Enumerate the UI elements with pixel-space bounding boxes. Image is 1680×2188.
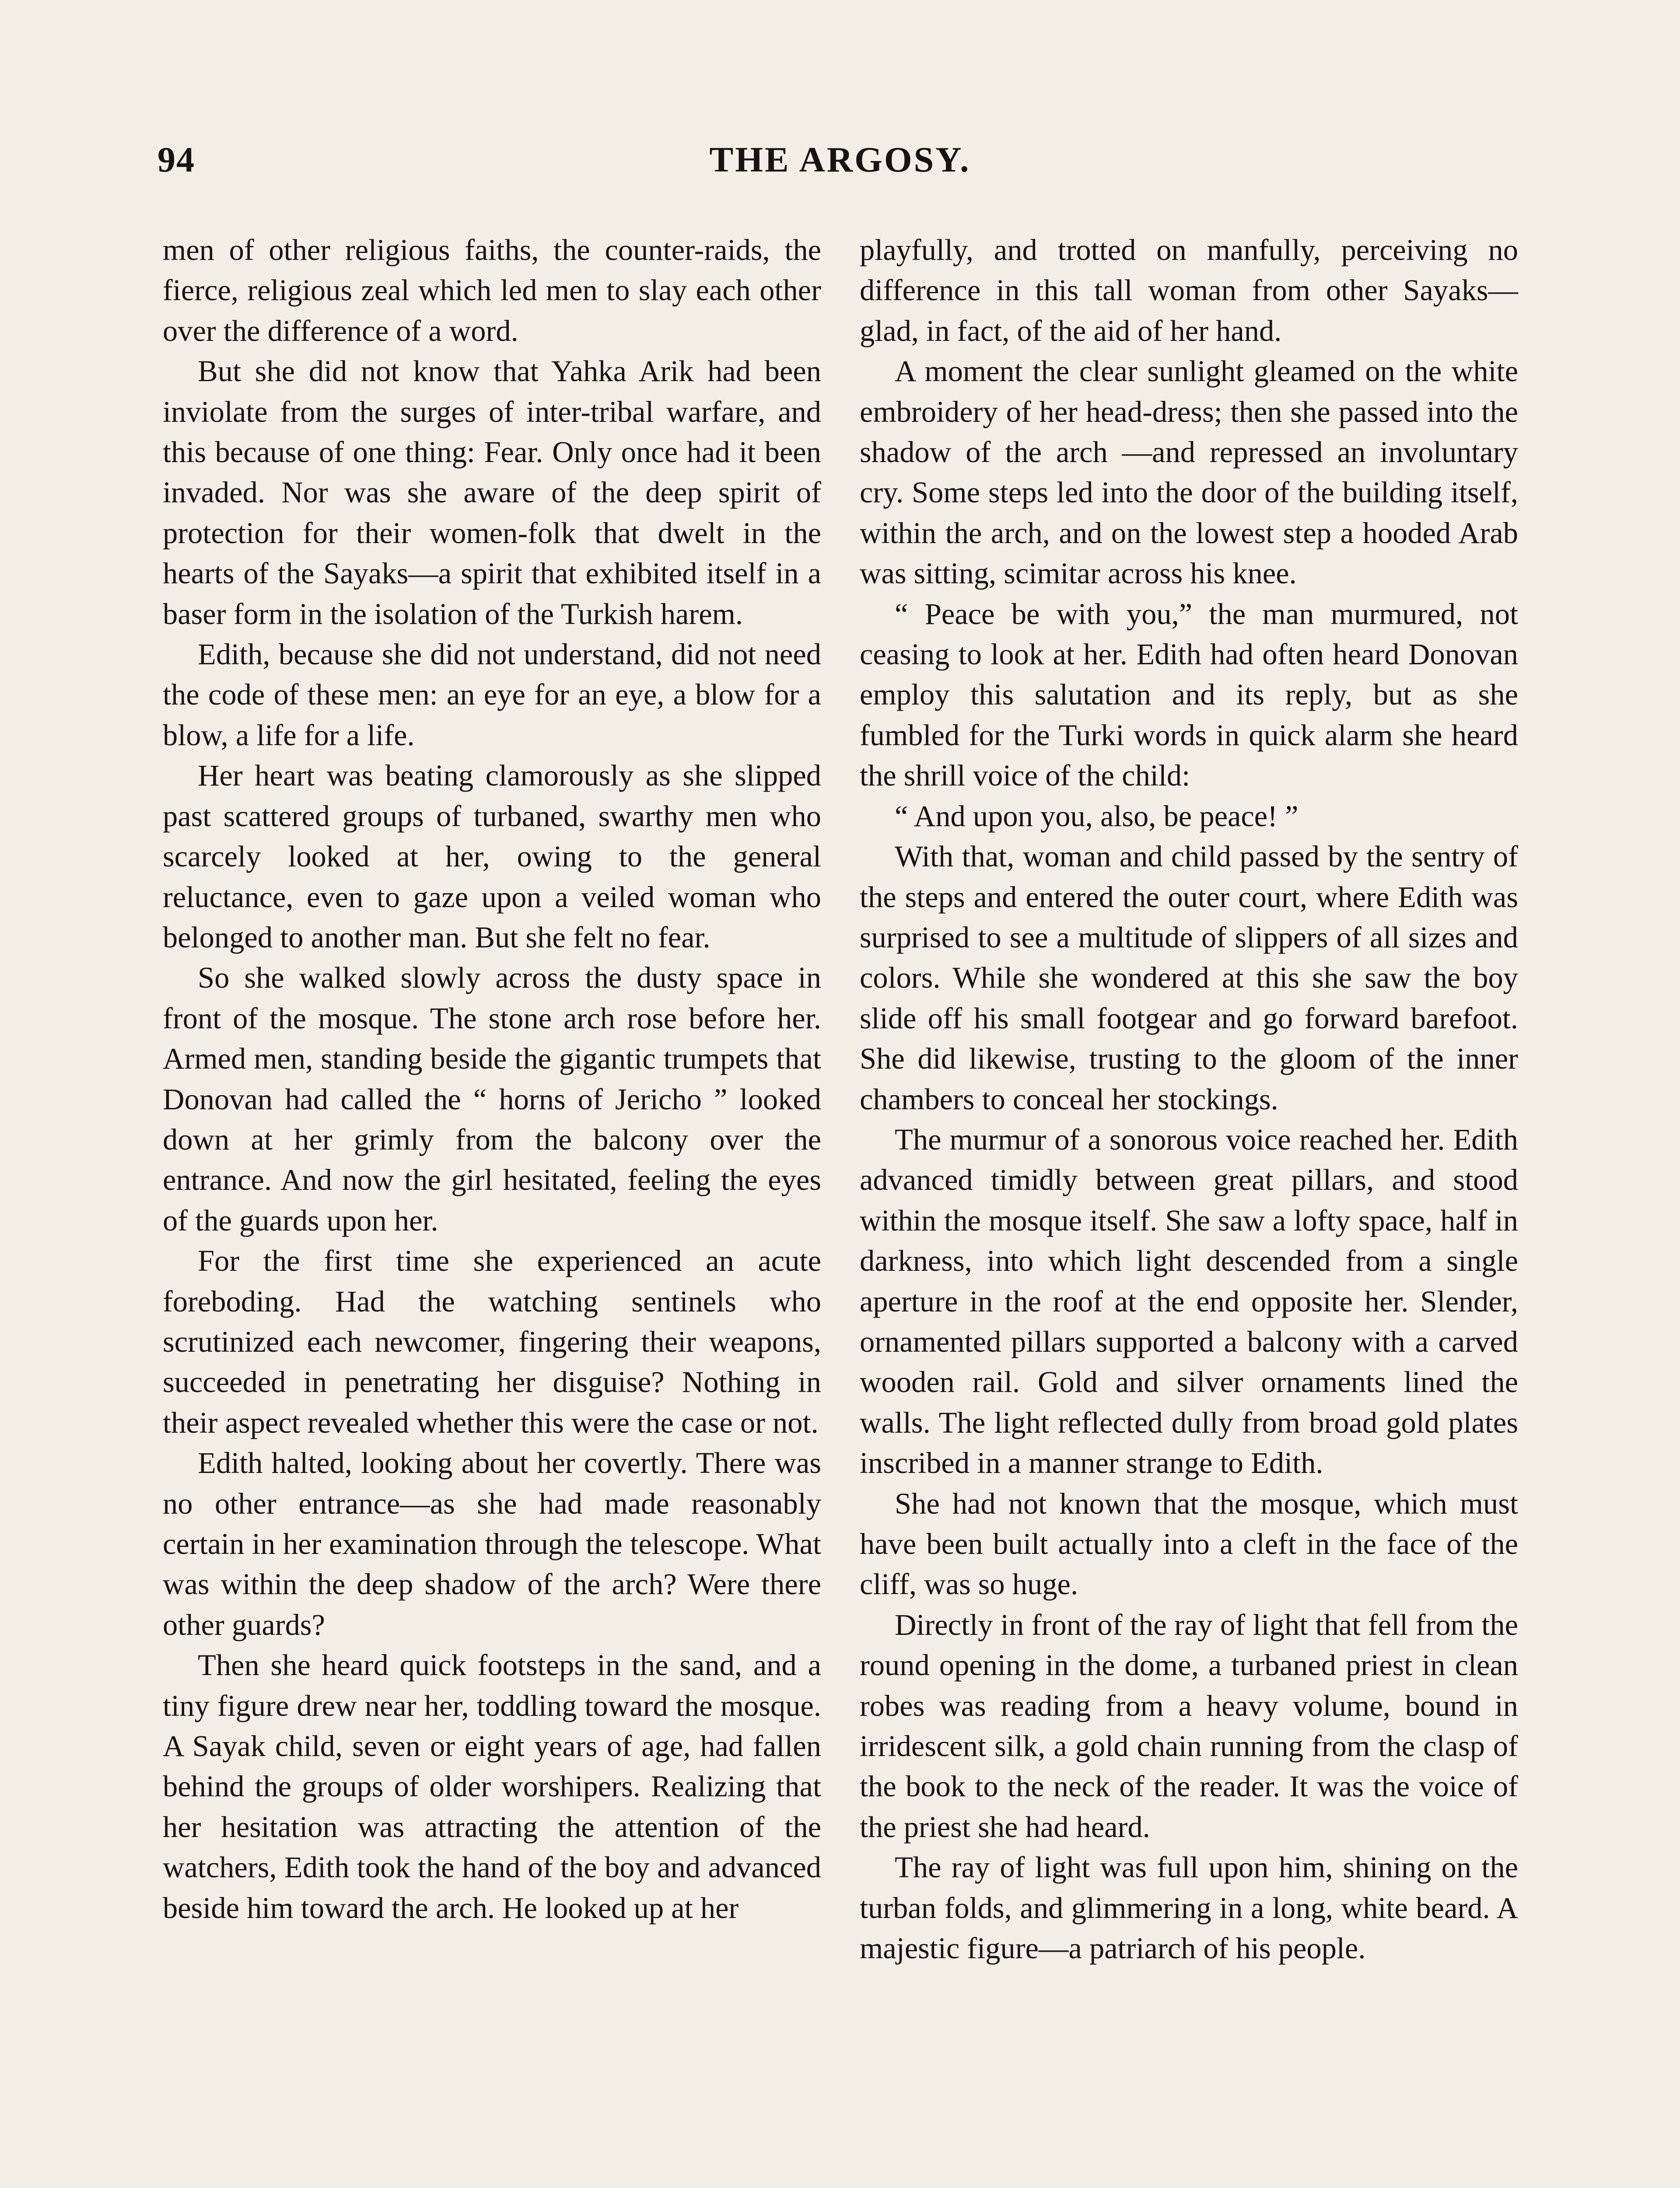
paragraph: Edith halted, looking about her covertly. There was no other entrance—as she had made reasonably certain in her examination through the telescope. What was within the deep shadow of the arch? Were there other guards? [163, 1446, 821, 1641]
page-number: 94 [158, 140, 195, 179]
paragraph: So she walked slowly across the dusty space in front of the mosque. The stone arch rose before her. Armed men, standing beside the gigantic trumpets that Donovan had called the “ horns of Jericho ” looked down at her grimly from the balcony over the entrance. And now the girl hesitated, feeling the eyes of the guards upon her. [163, 961, 821, 1237]
paragraph: The murmur of a sonorous voice reached her. Edith advanced timidly between great pillars, and stood within the mosque itself. She saw a lofty space, half in darkness, into which light descended from a single aperture in the roof at the end opposite her. Slender, ornamented pillars supported a balcony with a carved wooden rail. Gold and silver ornaments lined the walls. The light reflected dully from broad gold plates inscribed in a manner strange to Edith. [860, 1122, 1518, 1480]
paragraph: Directly in front of the ray of light that fell from the round opening in the dome, a turbaned priest in clean robes was reading from a heavy volume, bound in irridescent silk, a gold chain running from the clasp of the book to the neck of the reader. It was the voice of the priest she had heard. [860, 1608, 1518, 1844]
paragraph: “ Peace be with you,” the man murmured, not ceasing to look at her. Edith had often heard Donovan employ this salutation and its reply, but as she fumbled for the Turki words in quick alarm she heard the shrill voice of the child: [860, 597, 1518, 792]
left-column [163, 230, 821, 1928]
running-head [158, 139, 1522, 187]
paragraph: A moment the clear sunlight gleamed on the white embroidery of her head-dress; then she passed into the shadow of the arch —and repressed an involuntary cry. Some steps led into the door of the building itself, within the arch, and on the lowest step a hooded Arab was sitting, scimitar across his knee. [860, 354, 1518, 590]
paragraph: Edith, because she did not understand, did not need the code of these men: an eye for an eye, a blow for a blow, a life for a life. [163, 638, 821, 752]
paragraph: For the first time she experienced an acute foreboding. Had the watching sentinels who scrutinized each newcomer, fingering their weapons, succeeded in penetrating her disguise? Nothing in their aspect revealed whether this were the case or not. [163, 1244, 821, 1439]
paragraph: men of other religious faiths, the counter-raids, the fierce, religious zeal which led men to slay each other over the difference of a word. [163, 233, 821, 347]
paragraph: playfully, and trotted on manfully, perceiving no difference in this tall woman from other Sayaks—glad, in fact, of the aid of her hand. [860, 233, 1518, 347]
magazine-title: THE ARGOSY. [709, 140, 971, 179]
paragraph: “ And upon you, also, be peace! ” [895, 799, 1298, 833]
paragraph: But she did not know that Yahka Arik had been inviolate from the surges of inter-tribal warfare, and this because of one thing: Fear. Only once had it been invaded. Nor was she aware of the deep spirit of protection for their women-folk that dwelt in the hearts of the Sayaks—a spirit that exhibited itself in a baser form in the isolation of the Turkish harem. [163, 354, 821, 631]
paragraph: The ray of light was full upon him, shining on the turban folds, and glimmering in a long, white beard. A majestic figure—a patriarch of his people. [860, 1851, 1518, 1965]
paragraph: With that, woman and child passed by the sentry of the steps and entered the outer court, where Edith was surprised to see a multitude of slippers of all sizes and colors. While she wondered at this she saw the boy slide off his small footgear and go forward barefoot. She did likewise, trusting to the gloom of the inner chambers to conceal her stockings. [860, 840, 1518, 1116]
paragraph: Her heart was beating clamorously as she slipped past scattered groups of turbaned, swarthy men who scarcely looked at her, owing to the general reluctance, even to gaze upon a veiled woman who belonged to another man. But she felt no fear. [163, 759, 821, 954]
right-column [860, 230, 1518, 1968]
paragraph: She had not known that the mosque, which must have been built actually into a cleft in the face of the cliff, was so huge. [860, 1487, 1518, 1601]
paragraph: Then she heard quick footsteps in the sand, and a tiny figure drew near her, toddling toward the mosque. A Sayak child, seven or eight years of age, had fallen behind the groups of older worshipers. Realizing that her hesitation was attracting the attention of the watchers, Edith took the hand of the boy and advanced beside him toward the arch. He looked up at her [163, 1648, 821, 1925]
